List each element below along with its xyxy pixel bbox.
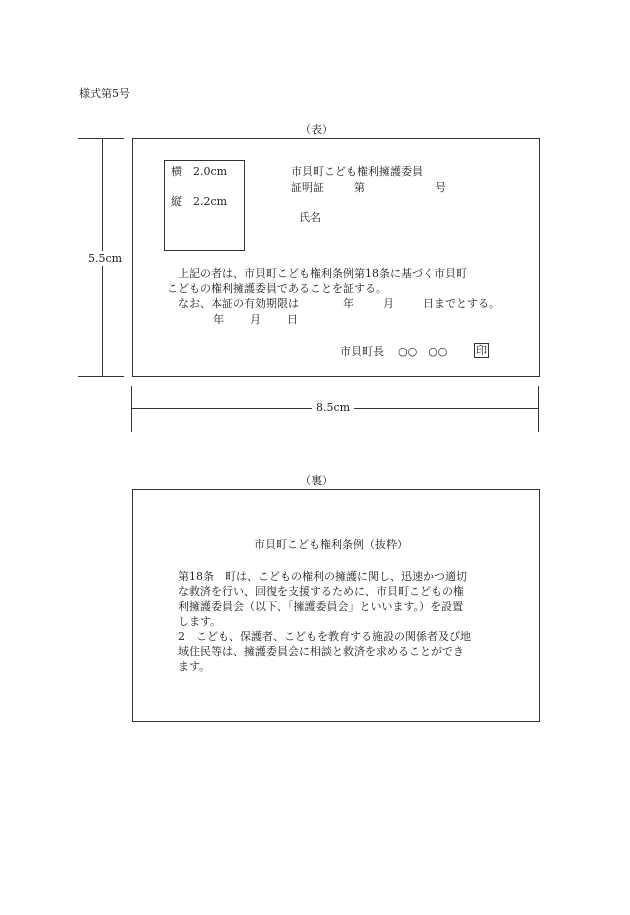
photo-height-label: 縦 2.2cm	[171, 195, 228, 208]
excerpt-line: ます。	[178, 660, 211, 673]
back-title: 市貝町こども権利条例（抜粋）	[254, 538, 408, 551]
height-dimension-label: 5.5cm	[84, 251, 126, 266]
front-card	[132, 138, 540, 377]
date-month: 月	[250, 313, 261, 326]
name-label: 氏名	[299, 211, 321, 224]
back-card	[132, 489, 540, 722]
validity-text: なお、本証の有効期限は	[178, 297, 299, 310]
certificate-label: 証明証	[291, 181, 324, 194]
form-number: 様式第5号	[79, 87, 130, 100]
date-year: 年	[213, 313, 224, 326]
statement-line-2: こどもの権利擁護委員であることを証する。	[167, 282, 387, 295]
width-dimension-left-tick	[131, 386, 132, 432]
back-side-label: （裏）	[300, 474, 333, 487]
issuer-title: 市貝町こども権利擁護委員	[291, 165, 423, 178]
seal-mark	[474, 343, 489, 358]
excerpt-line: 第18条 町は、こどもの権利の擁護に関し、迅速かつ適切	[178, 570, 467, 583]
validity-month: 月	[383, 297, 394, 310]
mayor-label: 市貝町長	[340, 345, 384, 358]
excerpt-line: な救済を行い、回復を支援するために、市貝町こどもの権	[178, 585, 464, 598]
excerpt-line: します。	[178, 615, 222, 628]
validity-until: 日までとする。	[423, 297, 500, 310]
height-dimension-top-tick	[78, 138, 124, 139]
ordinance-excerpt	[178, 569, 508, 674]
excerpt-line: 2 こども、保護者、こどもを教育する施設の関係者及び地	[178, 630, 471, 643]
mayor-name: ○○ ○○	[398, 345, 448, 358]
width-dimension-right-tick	[538, 386, 539, 432]
front-side-label: （表）	[300, 123, 333, 136]
cert-number-dai: 第	[354, 181, 365, 194]
height-dimension-bottom-tick	[78, 376, 124, 377]
date-day: 日	[287, 313, 298, 326]
photo-box	[164, 160, 245, 251]
excerpt-line: 利擁護委員会（以下、「擁護委員会」といいます。）を設置	[178, 600, 464, 613]
width-dimension-label: 8.5cm	[312, 400, 354, 415]
cert-number-go: 号	[435, 181, 446, 194]
validity-year: 年	[343, 297, 354, 310]
excerpt-line: 域住民等は、擁護委員会に相談と救済を求めることができ	[178, 645, 464, 658]
photo-width-label: 横 2.0cm	[171, 165, 228, 178]
seal-label: 印	[476, 344, 487, 357]
statement-line-1: 上記の者は、市貝町こども権利条例第18条に基づく市貝町	[178, 267, 467, 280]
